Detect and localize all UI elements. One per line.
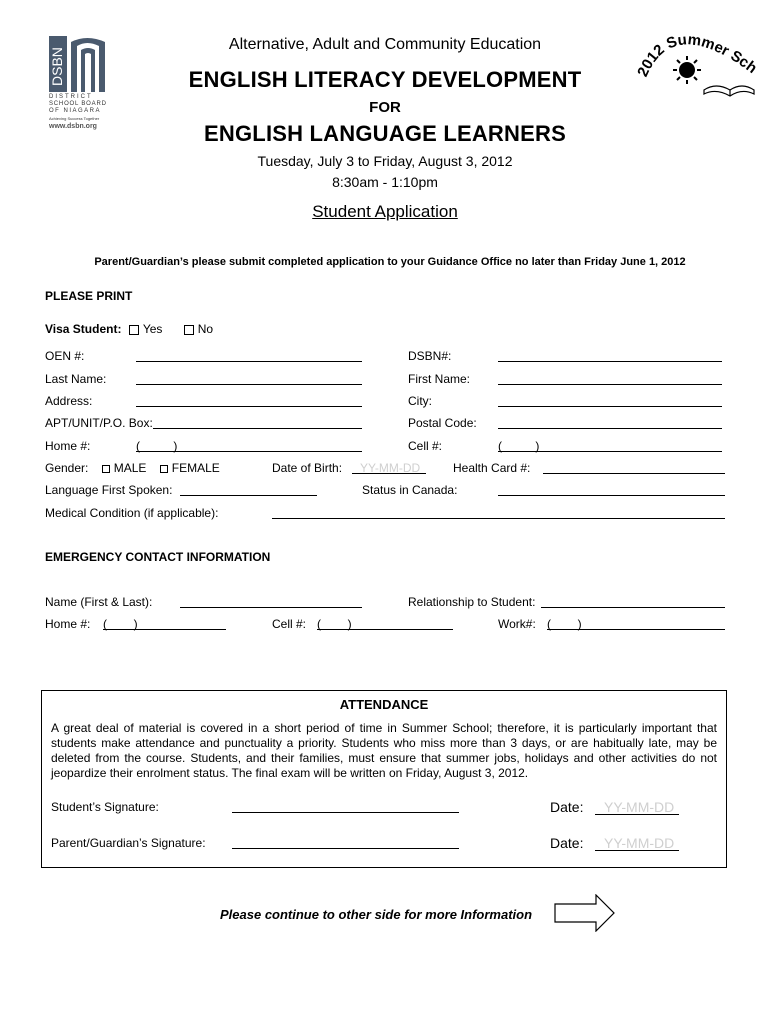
emergency-name-field[interactable]	[180, 607, 362, 608]
medical-label: Medical Condition (if applicable):	[45, 506, 219, 520]
title-for: FOR	[369, 99, 401, 116]
female-label: FEMALE	[171, 461, 220, 475]
parent-signature-label: Parent/Guardian’s Signature:	[51, 836, 206, 850]
cell-area-code: ( )	[498, 439, 540, 453]
female-checkbox[interactable]	[160, 465, 168, 473]
cell-phone-label: Cell #:	[408, 439, 443, 453]
logo-url: www.dsbn.org	[49, 123, 97, 130]
visa-yes-label: Yes	[142, 322, 163, 336]
emergency-cell-field[interactable]	[317, 629, 453, 630]
dob-label: Date of Birth:	[272, 461, 343, 475]
sun-icon	[673, 56, 701, 84]
org-name: Alternative, Adult and Community Education	[228, 36, 542, 53]
cell-phone-field[interactable]	[498, 451, 722, 452]
parent-date-placeholder: YY-MM-DD	[604, 835, 675, 851]
visa-no-checkbox[interactable]	[184, 325, 194, 335]
last-name-field[interactable]	[136, 384, 362, 385]
emergency-heading: EMERGENCY CONTACT INFORMATION	[45, 550, 271, 564]
logo-line2: SCHOOL BOARD	[49, 101, 107, 107]
apt-label: APT/UNIT/P.O. Box:	[45, 416, 153, 430]
continue-note: Please continue to other side for more Information	[220, 907, 533, 922]
arrow-right-icon	[554, 894, 616, 932]
parent-signature-field[interactable]	[232, 848, 459, 849]
emergency-work-field[interactable]	[547, 629, 725, 630]
student-date-field[interactable]	[595, 814, 679, 815]
home-phone-label: Home #:	[45, 439, 91, 453]
relationship-field[interactable]	[541, 607, 725, 608]
home-phone-field[interactable]	[136, 451, 362, 452]
dsbn-label: DSBN#:	[408, 349, 452, 363]
apt-field[interactable]	[153, 428, 362, 429]
submission-notice: Parent/Guardian’s please submit completed application to your Guidance Office no later than Friday June 1, 2012	[94, 256, 686, 268]
language-label: Language First Spoken:	[45, 483, 173, 497]
visa-student-label: Visa Student:	[45, 322, 122, 336]
emergency-home-field[interactable]	[103, 629, 226, 630]
city-field[interactable]	[498, 406, 722, 407]
title-line2: ENGLISH LANGUAGE LEARNERS	[204, 121, 566, 146]
emergency-cell-area: ( )	[317, 617, 352, 631]
relationship-label: Relationship to Student:	[408, 595, 536, 609]
summer-school-badge	[632, 18, 756, 100]
parent-date-label: Date:	[550, 835, 584, 851]
visa-yes-checkbox[interactable]	[129, 325, 139, 335]
last-name-label: Last Name:	[45, 372, 107, 386]
book-icon	[704, 86, 754, 96]
dsbn-logo-mark	[49, 36, 109, 92]
attendance-body: A great deal of material is covered in a short period of time in Summer School; therefore, it is particularly important that students make attendance and punctuality a priority. Students who miss more than 3 days, or are habitually late, may be deleted from the course. Students, and their families, must ensure that summer jobs, holidays and other activities do not jeopardize their enrolment status. The final exam will be written on Friday, August 3, 2012.	[51, 721, 717, 780]
student-date-placeholder: YY-MM-DD	[604, 799, 675, 815]
male-checkbox[interactable]	[102, 465, 110, 473]
dob-field[interactable]	[352, 473, 426, 474]
first-name-label: First Name:	[408, 372, 471, 386]
form-subtitle: Student Application	[312, 202, 458, 221]
visa-no-label: No	[197, 322, 214, 336]
dsbn-field[interactable]	[498, 361, 722, 362]
health-card-label: Health Card #:	[453, 461, 531, 475]
svg-text:DSBN: DSBN	[49, 47, 65, 86]
parent-date-field[interactable]	[595, 850, 679, 851]
emergency-home-area: ( )	[103, 617, 138, 631]
emergency-work-area: ( )	[547, 617, 582, 631]
status-canada-field[interactable]	[498, 495, 725, 496]
health-card-field[interactable]	[543, 473, 725, 474]
language-field[interactable]	[180, 495, 317, 496]
postal-code-field[interactable]	[498, 428, 722, 429]
emergency-home-label: Home #:	[45, 617, 91, 631]
emergency-cell-label: Cell #:	[272, 617, 307, 631]
first-name-field[interactable]	[498, 384, 722, 385]
program-dates: Tuesday, July 3 to Friday, August 3, 2012	[257, 153, 513, 169]
please-print-heading: PLEASE PRINT	[45, 289, 133, 303]
student-signature-field[interactable]	[232, 812, 459, 813]
attendance-heading: ATTENDANCE	[339, 697, 429, 712]
oen-label: OEN #:	[45, 349, 85, 363]
address-label: Address:	[45, 394, 93, 408]
dsbn-logo	[46, 36, 116, 132]
student-signature-label: Student’s Signature:	[51, 800, 159, 814]
home-area-code: ( )	[136, 439, 178, 453]
visa-student-row	[45, 322, 213, 336]
emergency-work-label: Work#:	[498, 617, 536, 631]
student-date-label: Date:	[550, 799, 584, 815]
logo-line3: OF NIAGARA	[49, 108, 102, 114]
postal-code-label: Postal Code:	[408, 416, 477, 430]
badge-text: 2012 Summer Sc	[634, 31, 753, 80]
dob-placeholder: YY-MM-DD	[360, 461, 421, 475]
male-label: MALE	[113, 461, 147, 475]
gender-row	[45, 461, 220, 475]
medical-field[interactable]	[272, 518, 725, 519]
address-field[interactable]	[136, 406, 362, 407]
title-line1: ENGLISH LITERACY DEVELOPMENT	[188, 67, 582, 92]
emergency-name-label: Name (First & Last):	[45, 595, 153, 609]
oen-field[interactable]	[136, 361, 362, 362]
logo-tagline: Achieving Success Together	[49, 116, 100, 121]
program-time: 8:30am - 1:10pm	[332, 174, 438, 190]
gender-label: Gender:	[45, 461, 89, 475]
logo-line1: DISTRICT	[49, 94, 93, 100]
city-label: City:	[408, 394, 432, 408]
status-canada-label: Status in Canada:	[362, 483, 458, 497]
